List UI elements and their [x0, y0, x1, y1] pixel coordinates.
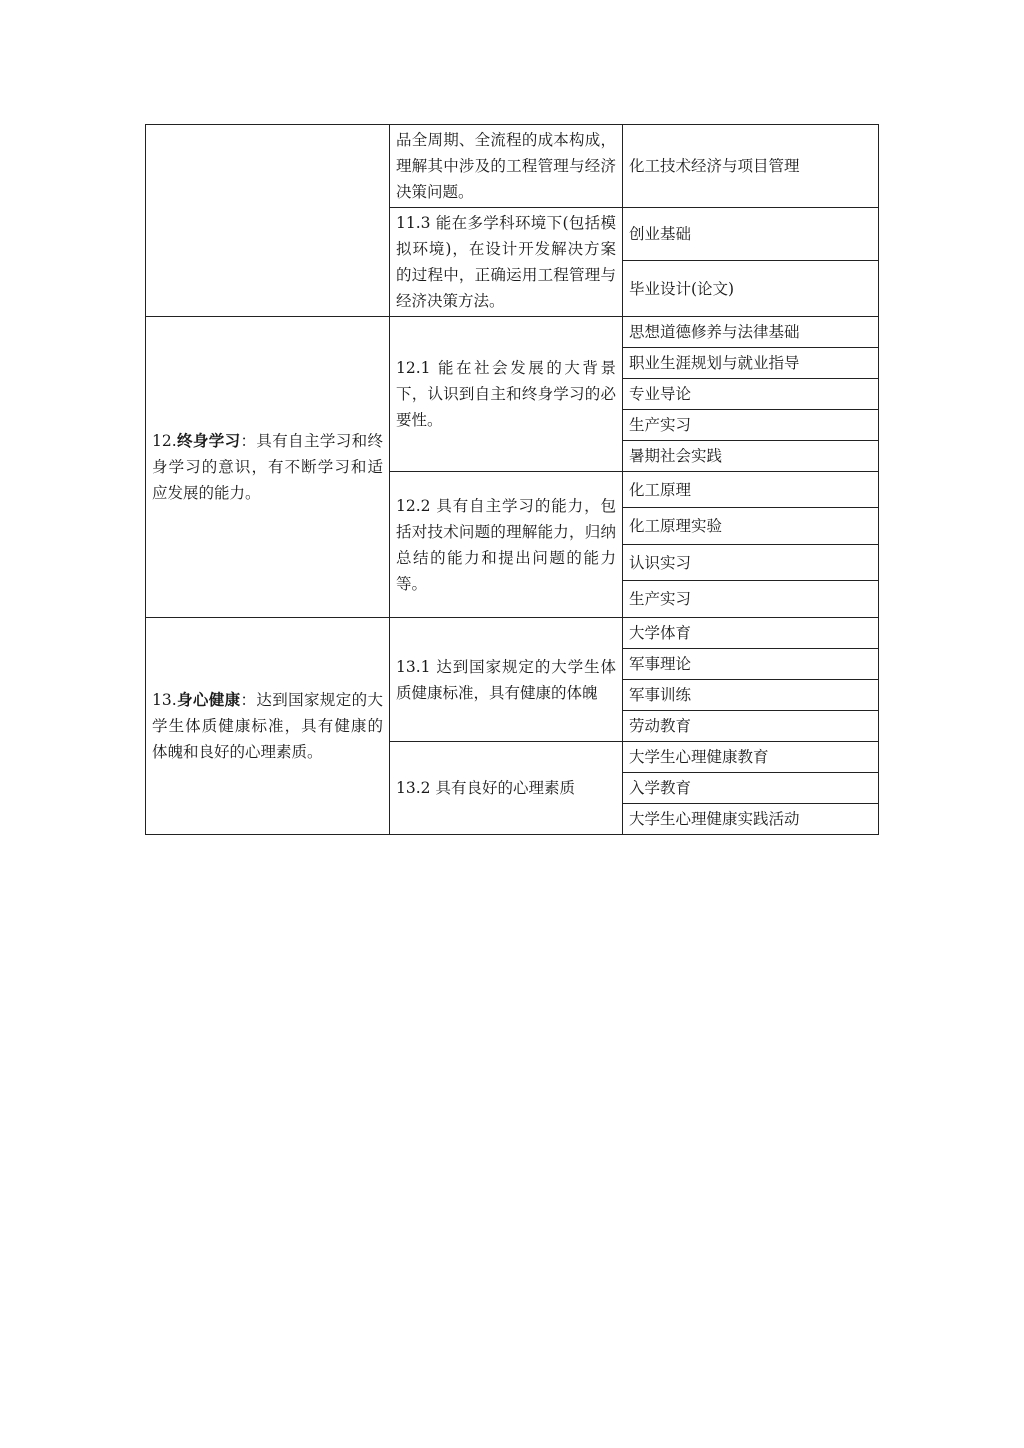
requirements-table — [145, 124, 879, 835]
course-cell: 大学体育 — [623, 618, 879, 649]
course-cell: 化工原理实验 — [623, 508, 879, 545]
indicator-cell — [390, 742, 623, 835]
course-cell: 入学教育 — [623, 773, 879, 804]
course-cell: 大学生心理健康实践活动 — [623, 804, 879, 835]
indicator-cell — [390, 317, 623, 472]
table-row — [146, 317, 879, 348]
indicator-text: 11.3 能在多学科环境下(包括模拟环境)，在设计开发解决方案的过程中，正确运用工程管理与经济决策方法。 — [396, 214, 616, 310]
course-cell: 思想道德修养与法律基础 — [623, 317, 879, 348]
course-cell: 军事理论 — [623, 649, 879, 680]
course-cell: 专业导论 — [623, 379, 879, 410]
course-cell: 军事训练 — [623, 680, 879, 711]
requirement-cell-12 — [146, 317, 390, 618]
requirement-cell-13 — [146, 618, 390, 835]
requirement-text: 12.终身学习：具有自主学习和终身学习的意识，有不断学习和适应发展的能力。 — [152, 431, 383, 502]
indicator-cell — [390, 125, 623, 208]
indicator-cell — [390, 208, 623, 317]
course-cell: 认识实习 — [623, 545, 879, 581]
course-cell: 化工原理 — [623, 472, 879, 508]
requirement-text: 13.身心健康：达到国家规定的大学生体质健康标准，具有健康的体魄和良好的心理素质。 — [152, 690, 383, 761]
course-cell: 毕业设计(论文) — [623, 261, 879, 317]
course-cell: 大学生心理健康教育 — [623, 742, 879, 773]
requirement-cell-11-continued — [146, 125, 390, 317]
indicator-text: 13.2 具有良好的心理素质 — [396, 779, 575, 797]
indicator-cell — [390, 472, 623, 618]
indicator-text: 12.2 具有自主学习的能力，包括对技术问题的理解能力，归纳总结的能力和提出问题的能力等。 — [396, 496, 616, 593]
requirement-title: 终身学习 — [176, 431, 241, 450]
course-cell: 暑期社会实践 — [623, 441, 879, 472]
course-cell: 化工技术经济与项目管理 — [623, 125, 879, 208]
course-cell: 劳动教育 — [623, 711, 879, 742]
course-cell: 生产实习 — [623, 410, 879, 441]
course-cell: 生产实习 — [623, 581, 879, 618]
table-row — [146, 125, 879, 208]
table-row — [146, 618, 879, 649]
course-cell: 创业基础 — [623, 208, 879, 261]
indicator-text: 13.1 达到国家规定的大学生体质健康标准，具有健康的体魄 — [396, 657, 616, 702]
requirement-title: 身心健康 — [176, 690, 241, 709]
course-cell: 职业生涯规划与就业指导 — [623, 348, 879, 379]
indicator-text: 品全周期、全流程的成本构成，理解其中涉及的工程管理与经济决策问题。 — [396, 131, 616, 201]
indicator-text: 12.1 能在社会发展的大背景下，认识到自主和终身学习的必要性。 — [396, 359, 616, 429]
indicator-cell — [390, 618, 623, 742]
